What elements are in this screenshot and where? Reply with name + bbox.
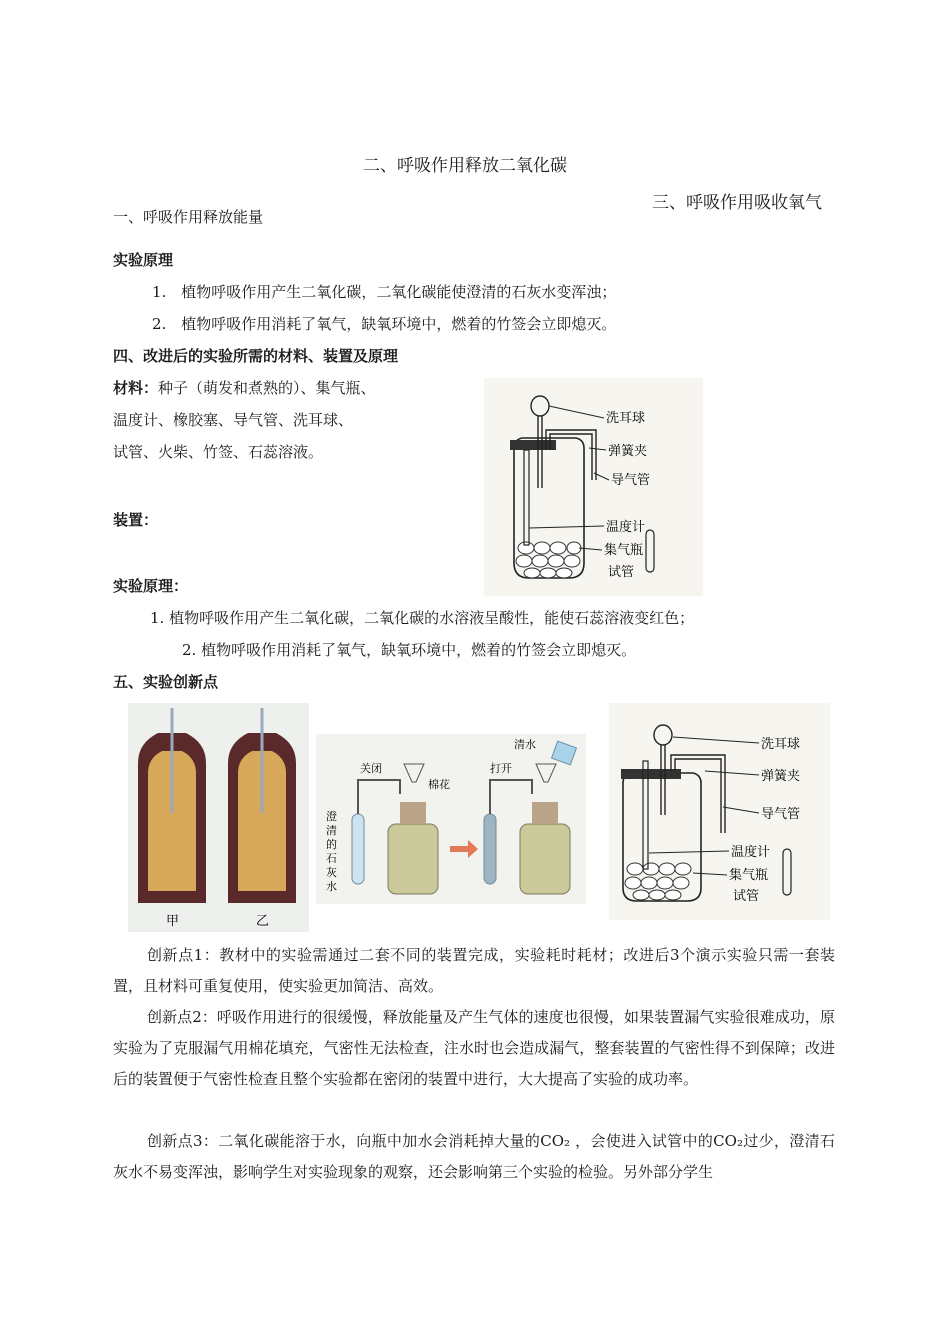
section-heading-5: 五、实验创新点 bbox=[113, 673, 219, 691]
label-cotton: 棉花 bbox=[428, 778, 450, 791]
section-heading-4: 四、改进后的实验所需的材料、装置及原理 bbox=[113, 347, 399, 365]
limewater-figure bbox=[316, 734, 586, 904]
principle2-item-2: 2. 植物呼吸作用消耗了氧气，缺氧环境中，燃着的竹签会立即熄灭。 bbox=[182, 641, 637, 659]
label-ear-bulb-2: 洗耳球 bbox=[761, 737, 801, 752]
limewater-char-6: 水 bbox=[326, 880, 337, 893]
label-gas-tube-2: 导气管 bbox=[761, 807, 801, 822]
principle-heading: 实验原理 bbox=[113, 251, 174, 269]
thermos-figure bbox=[128, 703, 309, 932]
limewater-photo bbox=[316, 734, 586, 904]
apparatus-sketch-2 bbox=[609, 703, 830, 920]
principle2-item-1: 1. 植物呼吸作用产生二氧化碳，二氧化碳的水溶液呈酸性，能使石蕊溶液变红色； bbox=[150, 609, 695, 627]
label-thermometer-2: 温度计 bbox=[731, 845, 771, 860]
materials-line-3: 试管、火柴、竹签、石蕊溶液。 bbox=[113, 443, 324, 461]
innovation-point-3: 创新点3：二氧化碳能溶于水，向瓶中加水会消耗掉大量的CO₂ ，会使进入试管中的CO₂过少，澄清石灰水不易变浑浊，影响学生对实验现象的观察，还会影响第三个实验的检验。另外部分学生 bbox=[113, 1132, 835, 1181]
principle-item-1: 1. 植物呼吸作用产生二氧化碳，二氧化碳能使澄清的石灰水变浑浊； bbox=[152, 283, 617, 301]
label-jia: 甲 bbox=[166, 914, 180, 929]
label-test-tube-2: 试管 bbox=[733, 889, 760, 904]
materials-line-2: 温度计、橡胶塞、导气管、洗耳球、 bbox=[113, 411, 354, 429]
principle-item-2: 2. 植物呼吸作用消耗了氧气，缺氧环境中，燃着的竹签会立即熄灭。 bbox=[152, 315, 617, 333]
innovation-point-1: 创新点1：教材中的实验需通过二套不同的装置完成，实验耗时耗材；改进后3个演示实验只需一套装置，且材料可重复使用，使实验更加简洁、高效。 bbox=[113, 946, 835, 995]
materials-label: 材料： bbox=[113, 379, 159, 397]
limewater-char-1: 澄 bbox=[326, 810, 337, 823]
apparatus-figure-1 bbox=[484, 378, 703, 596]
limewater-char-3: 的 bbox=[326, 838, 337, 851]
label-open: 打开 bbox=[490, 762, 512, 775]
label-gas-tube-1: 导气管 bbox=[611, 473, 651, 488]
materials-line-1 bbox=[113, 378, 376, 398]
limewater-char-5: 灰 bbox=[326, 866, 337, 879]
limewater-char-4: 石 bbox=[326, 852, 337, 865]
label-gas-bottle-1: 集气瓶 bbox=[604, 543, 644, 558]
section-heading-1: 一、呼吸作用释放能量 bbox=[113, 208, 264, 226]
label-ear-bulb-1: 洗耳球 bbox=[606, 411, 646, 426]
label-thermometer-1: 温度计 bbox=[606, 520, 646, 535]
apparatus-sketch-1 bbox=[484, 378, 703, 596]
label-clear-water: 清水 bbox=[514, 738, 536, 751]
limewater-char-2: 清 bbox=[326, 824, 337, 837]
label-yi: 乙 bbox=[256, 914, 270, 929]
thermos-photo bbox=[128, 703, 309, 932]
principle2-heading: 实验原理： bbox=[113, 577, 189, 595]
materials-text-1: 种子（萌发和煮熟的）、集气瓶、 bbox=[158, 379, 376, 397]
label-test-tube-1: 试管 bbox=[608, 565, 635, 580]
label-spring-clip-1: 弹簧夹 bbox=[608, 444, 648, 459]
label-closed: 关闭 bbox=[360, 762, 382, 775]
label-spring-clip-2: 弹簧夹 bbox=[761, 769, 801, 784]
innovation-point-2: 创新点2：呼吸作用进行的很缓慢，释放能量及产生气体的速度也很慢，如果装置漏气实验很难成功，原实验为了克服漏气用棉花填充，气密性无法检查，注水时也会造成漏气，整套装置的气密性得不到保障；改进后的装置便于气密性检查且整个实验都在密闭的装置中进行，大大提高了实验的成功率。 bbox=[113, 1008, 835, 1088]
apparatus-label: 装置： bbox=[113, 511, 159, 529]
section-heading-2: 二、呼吸作用释放二氧化碳 bbox=[363, 156, 567, 176]
section-heading-3: 三、呼吸作用吸收氧气 bbox=[652, 193, 822, 213]
label-gas-bottle-2: 集气瓶 bbox=[729, 868, 769, 883]
apparatus-figure-2 bbox=[609, 703, 830, 920]
